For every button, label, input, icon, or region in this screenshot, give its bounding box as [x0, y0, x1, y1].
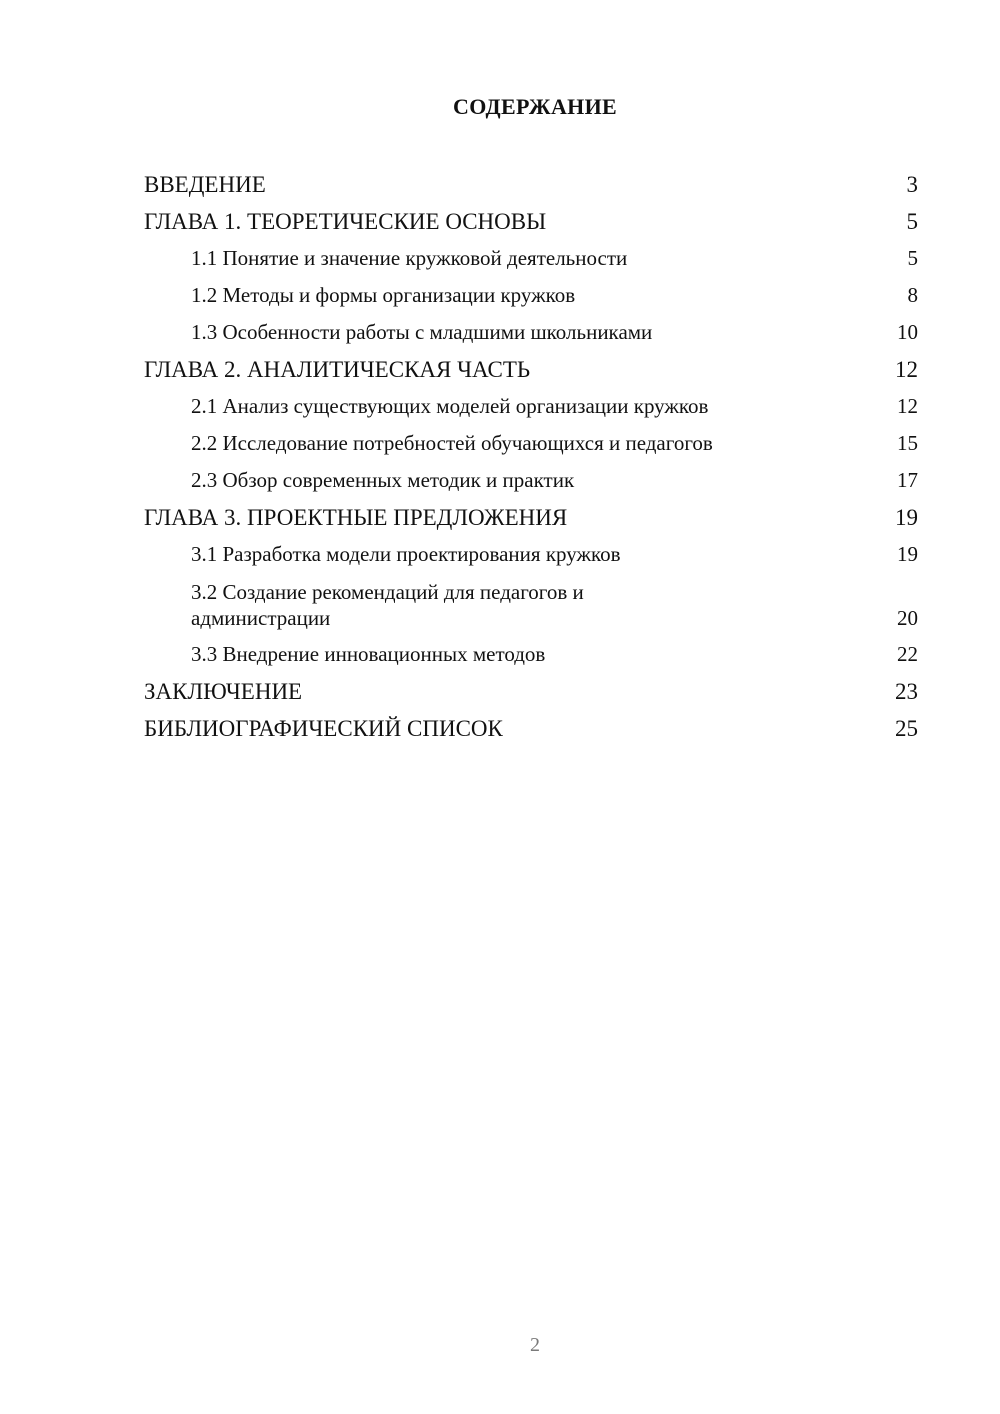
toc-entry-page: 5: [906, 209, 918, 234]
toc-entry-page: 20: [897, 606, 918, 630]
toc-entry-page: 3: [906, 172, 918, 197]
toc-entry-section-3-2[interactable]: [144, 573, 918, 636]
toc-entry-section-3-3[interactable]: [144, 636, 918, 673]
toc-entry-chapter-2[interactable]: [144, 351, 918, 388]
toc-entry-label: ГЛАВА 1. ТЕОРЕТИЧЕСКИЕ ОСНОВЫ: [144, 209, 547, 234]
toc-entry-section-1-3[interactable]: [144, 314, 918, 351]
toc-entry-chapter-1[interactable]: [144, 203, 918, 240]
toc-entry-label: ГЛАВА 2. АНАЛИТИЧЕСКАЯ ЧАСТЬ: [144, 357, 531, 382]
toc-entry-section-2-3[interactable]: [144, 462, 918, 499]
toc-entry-conclusion[interactable]: [144, 673, 918, 710]
toc-entry-section-1-1[interactable]: [144, 240, 918, 277]
toc-entry-label: 2.3 Обзор современных методик и практик: [191, 468, 575, 492]
toc-entry-label: 3.2 Создание рекомендаций для педагогов и администрации: [191, 580, 584, 630]
toc-title: СОДЕРЖАНИЕ: [453, 94, 617, 119]
toc-entry-section-2-1[interactable]: [144, 388, 918, 425]
toc-entry-page: 17: [897, 468, 918, 492]
toc-entry-label: 3.1 Разработка модели проектирования кружков: [191, 542, 621, 566]
toc-entry-label: 2.2 Исследование потребностей обучающихся и педагогов: [191, 431, 713, 455]
toc-entry-label: ЗАКЛЮЧЕНИЕ: [144, 679, 303, 704]
page-number: 2: [530, 1334, 540, 1356]
toc-entry-label: 1.3 Особенности работы с младшими школьниками: [191, 320, 653, 344]
toc-entry-section-1-2[interactable]: [144, 277, 918, 314]
toc-entry-label: 3.3 Внедрение инновационных методов: [191, 642, 546, 666]
toc-entry-page: 25: [895, 716, 918, 741]
table-of-contents: [144, 166, 918, 747]
toc-entry-page: 22: [897, 642, 918, 666]
toc-entry-label: 1.2 Методы и формы организации кружков: [191, 283, 576, 307]
toc-entry-label: ВВЕДЕНИЕ: [144, 172, 266, 197]
toc-entry-page: 10: [897, 320, 918, 344]
toc-entry-page: 23: [895, 679, 918, 704]
toc-entry-introduction[interactable]: [144, 166, 918, 203]
toc-entry-page: 19: [895, 505, 918, 530]
toc-entry-page: 12: [897, 394, 918, 418]
toc-entry-section-3-1[interactable]: [144, 536, 918, 573]
toc-entry-label: 1.1 Понятие и значение кружковой деятельности: [191, 246, 628, 270]
toc-entry-label: ГЛАВА 3. ПРОЕКТНЫЕ ПРЕДЛОЖЕНИЯ: [144, 505, 568, 530]
toc-entry-page: 8: [907, 283, 918, 307]
toc-entry-section-2-2[interactable]: [144, 425, 918, 462]
toc-entry-page: 19: [897, 542, 918, 566]
toc-entry-chapter-3[interactable]: [144, 499, 918, 536]
toc-entry-page: 12: [895, 357, 918, 382]
toc-entry-page: 15: [897, 431, 918, 455]
toc-entry-bibliography[interactable]: [144, 710, 918, 747]
toc-entry-page: 5: [907, 246, 918, 270]
toc-entry-label: 2.1 Анализ существующих моделей организации кружков: [191, 394, 709, 418]
toc-entry-label: БИБЛИОГРАФИЧЕСКИЙ СПИСОК: [144, 716, 503, 741]
